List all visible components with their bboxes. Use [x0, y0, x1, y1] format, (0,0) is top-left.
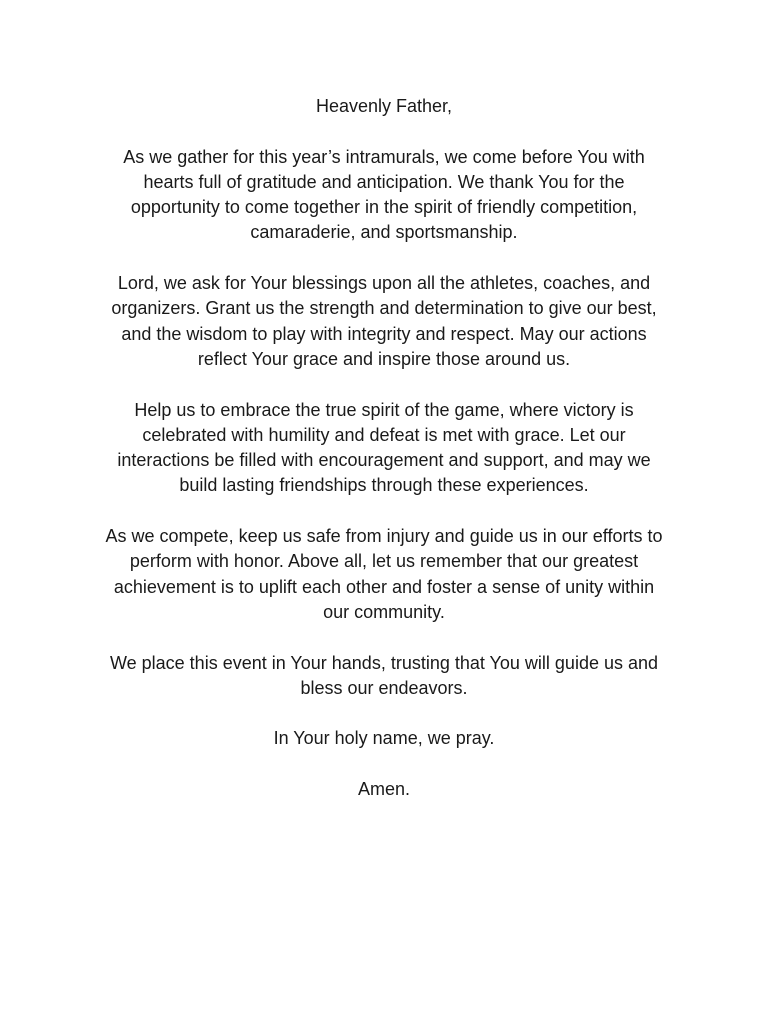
- prayer-text: [96, 94, 672, 828]
- closing-line: [96, 726, 672, 751]
- text-line: achievement is to uplift each other and foster a sense of unity within: [113, 576, 655, 597]
- salutation: [96, 94, 672, 119]
- text-line: perform with honor. Above all, let us remember that our greatest: [129, 551, 639, 572]
- text-line: hearts full of gratitude and anticipation. We thank You for the: [143, 171, 625, 192]
- closing-text: In Your holy name, we pray.: [273, 728, 495, 749]
- salutation-line: Heavenly Father,: [315, 96, 453, 116]
- text-line: our community.: [323, 601, 445, 622]
- text-line: and the wisdom to play with integrity and respect. May our actions: [121, 323, 647, 344]
- text-line: camaraderie, and sportsmanship.: [250, 222, 518, 243]
- paragraph-blessings: [96, 271, 672, 372]
- amen-line: [96, 777, 672, 802]
- text-line: reflect Your grace and inspire those around us.: [197, 348, 571, 369]
- text-line: As we gather for this year’s intramurals, we come before You with: [123, 146, 645, 167]
- text-line: interactions be filled with encouragement and support, and may we: [117, 450, 651, 471]
- text-line: Help us to embrace the true spirit of the game, where victory is: [134, 399, 634, 420]
- amen-text: Amen.: [357, 779, 411, 800]
- text-line: organizers. Grant us the strength and determination to give our best,: [111, 298, 657, 319]
- paragraph-spirit: [96, 398, 672, 499]
- text-line: bless our endeavors.: [300, 677, 468, 698]
- text-line: Lord, we ask for Your blessings upon all the athletes, coaches, and: [117, 273, 651, 294]
- paragraph-trust: [96, 651, 672, 702]
- text-line: As we compete, keep us safe from injury and guide us in our efforts to: [105, 526, 663, 547]
- text-line: celebrated with humility and defeat is met with grace. Let our: [142, 424, 626, 445]
- text-line: opportunity to come together in the spirit of friendly competition,: [130, 197, 638, 218]
- text-line: build lasting friendships through these experiences.: [179, 475, 589, 496]
- text-line: We place this event in Your hands, trusting that You will guide us and: [109, 652, 659, 673]
- paragraph-gratitude: [96, 145, 672, 246]
- paragraph-safety: [96, 524, 672, 625]
